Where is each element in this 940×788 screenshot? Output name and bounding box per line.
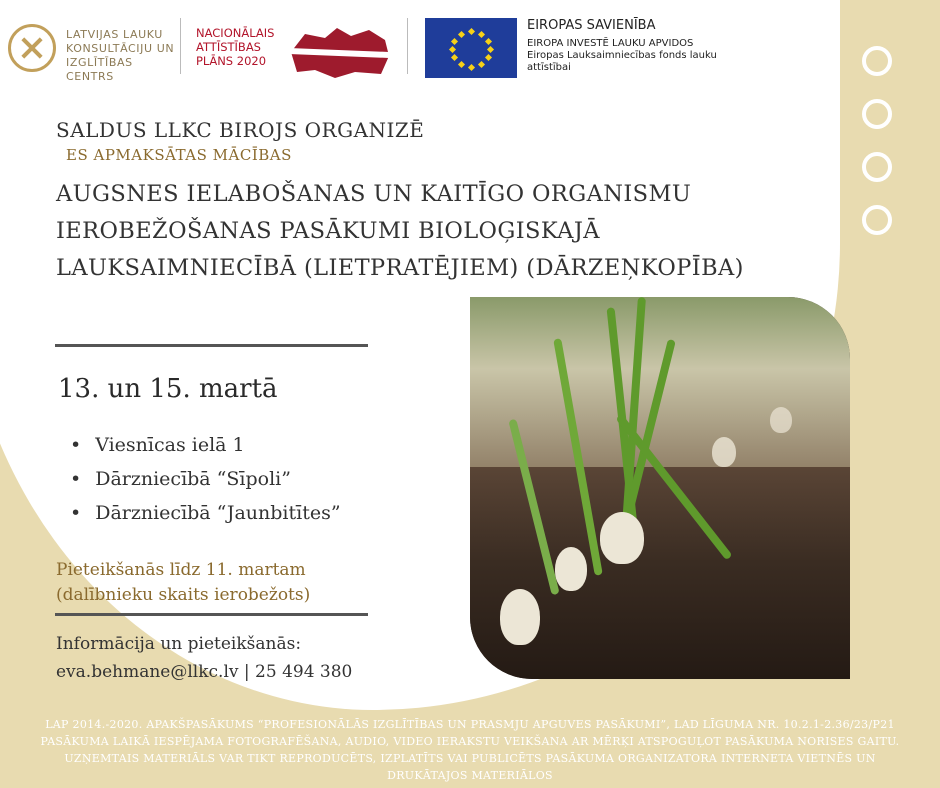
logo-divider — [180, 18, 181, 74]
organizer-heading: SALDUS LLKC BIROJS ORGANIZĒ — [56, 118, 425, 142]
info-label: Informācija un pieteikšanās: — [56, 634, 302, 654]
logo-divider — [407, 18, 408, 74]
circle-icon — [862, 99, 892, 129]
onion-field-photo — [470, 297, 850, 679]
event-date: 13. un 15. martā — [58, 374, 278, 404]
nap-logo-text: NACIONĀLAIS ATTĪSTĪBAS PLĀNS 2020 — [196, 26, 275, 68]
eu-subtitle — [527, 38, 727, 74]
onion-bulb — [770, 407, 792, 433]
contact-info — [56, 630, 352, 686]
eu-title: EIROPAS SAVIENĪBA — [527, 18, 656, 33]
location-item: • Dārzniecībā “Jaunbitītes” — [70, 496, 341, 530]
location-item: • Dārzniecībā “Sīpoli” — [70, 462, 341, 496]
location-item: • Viesnīcas ielā 1 — [70, 428, 341, 462]
onion-bulb — [500, 589, 540, 645]
llkc-logo-text: LATVIJAS LAUKU KONSULTĀCIJU UN IZGLĪTĪBAS CENTRS — [66, 28, 175, 83]
llkc-logo-icon — [8, 24, 56, 72]
divider-line — [55, 344, 368, 347]
onion-bulb — [555, 547, 587, 591]
event-subtitle: ES APMAKSĀTAS MĀCĪBAS — [66, 146, 292, 164]
decorative-circles — [862, 46, 892, 258]
deadline-text: Pieteikšanās līdz 11. martam — [56, 560, 306, 580]
eu-flag-icon — [425, 18, 517, 78]
onion-bulb — [600, 512, 644, 564]
footer-line: DRUKĀTAJOS MATERIĀLOS — [387, 769, 553, 782]
footer-disclaimer — [0, 716, 940, 784]
footer-line: LAP 2014.-2020. APAKŠPASĀKUMS “PROFESIONĀLĀS IZGLĪTĪBAS UN PRASMJU APGUVES PASĀKUMI”, LAD LĪGUMA NR. 10.2.1-2.36/23/P21 — [45, 718, 895, 731]
footer-line: PASĀKUMA LAIKĀ IESPĒJAMA FOTOGRAFĒŠANA, AUDIO, VIDEO IERAKSTU VEIKŠANA AR MĒRĶI ATSPOGUĻOT PASĀKUMA NORISES GAITU. — [40, 735, 900, 748]
event-title: AUGSNES IELABOŠANAS UN KAITĪGO ORGANISMU IEROBEŽOŠANAS PASĀKUMI BIOLOĢISKAJĀ LAUKSAIMNIECĪBĀ (LIETPRATĒJIEM) (DĀRZEŅKOPĪBA) — [56, 181, 744, 281]
registration-deadline — [56, 558, 310, 608]
circle-icon — [862, 46, 892, 76]
circle-icon — [862, 152, 892, 182]
location-list — [70, 428, 341, 530]
divider-line — [55, 613, 368, 616]
contact-details[interactable]: eva.behmane@llkc.lv | 25 494 380 — [56, 662, 353, 682]
onion-bulb — [712, 437, 736, 467]
latvia-map-icon — [285, 22, 393, 80]
eu-subtitle-line: EIROPA INVESTĒ LAUKU APVIDOS — [527, 38, 694, 49]
eu-subtitle-line: Eiropas Lauksaimniecības fonds lauku attīstībai — [527, 50, 717, 73]
participant-limit-text: (dalībnieku skaits ierobežots) — [56, 585, 311, 605]
circle-icon — [862, 205, 892, 235]
footer-line: UZŅEMTAIS MATERIĀLS VAR TIKT REPRODUCĒTS, IZPLATĪTS VAI PUBLICĒTS PASĀKUMA ORGANIZATORA INTERNETA VIETNĒS UN — [64, 752, 876, 765]
